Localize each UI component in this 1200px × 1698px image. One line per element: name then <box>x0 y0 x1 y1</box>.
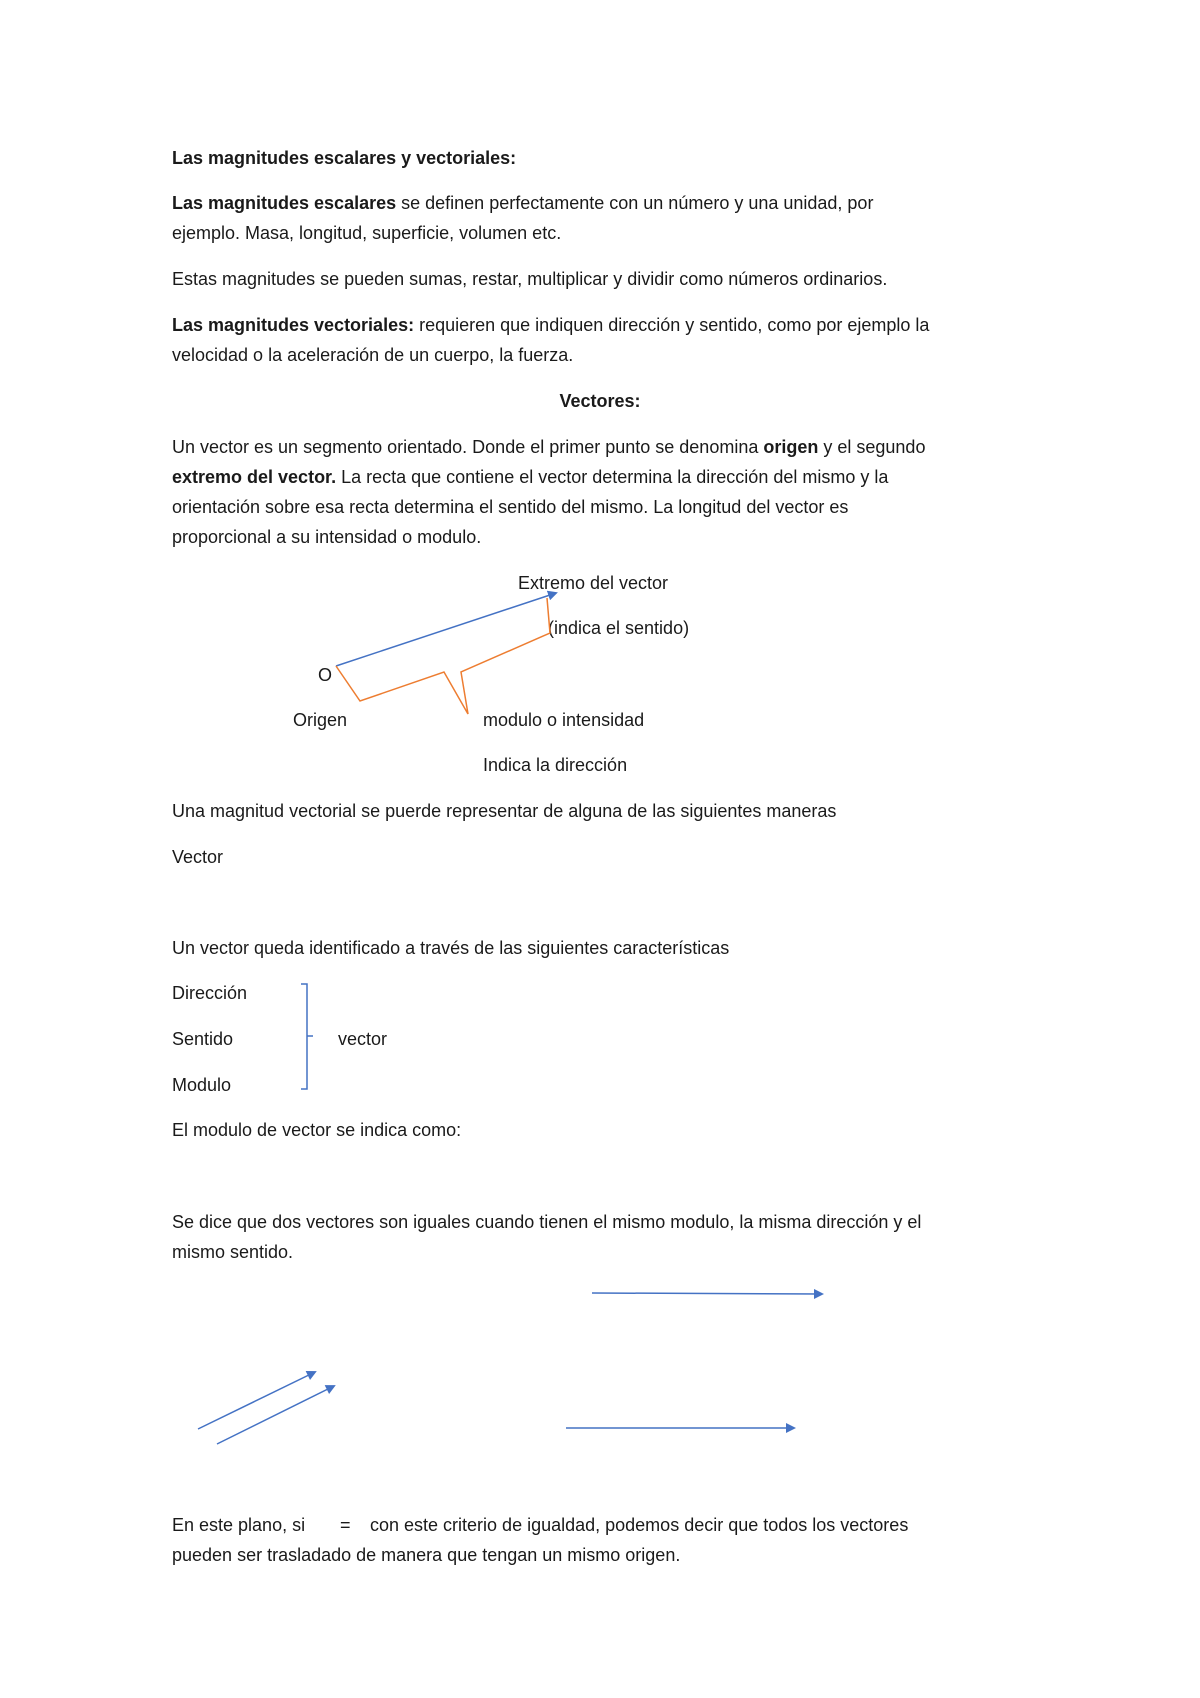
label-modulo: modulo o intensidad <box>483 710 645 730</box>
list-item-sentido: Sentido <box>172 1029 234 1049</box>
paragraph-operaciones: Estas magnitudes se pueden sumas, restar, multiplicar y dividir como números ordinarios. <box>172 269 888 289</box>
escalares-term: Las magnitudes escalares <box>172 193 397 213</box>
list-item-modulo: Modulo <box>172 1075 232 1095</box>
label-sentido: (indica el sentido) <box>548 618 690 638</box>
paragraph-igualdad-line1: Se dice que dos vectores son iguales cuando tienen el mismo modulo, la misma dirección y el <box>172 1212 922 1232</box>
paragraph-vector-line3: orientación sobre esa recta determina el sentido del mismo. La longitud del vector es <box>172 497 849 517</box>
paragraph-vectoriales-line2: velocidad o la aceleración de un cuerpo, la fuerza. <box>172 345 574 365</box>
label-extremo: Extremo del vector <box>518 573 669 593</box>
paragraph-igualdad-line2: mismo sentido. <box>172 1242 294 1262</box>
paragraph-modulo-notacion: El modulo de vector se indica como: <box>172 1120 462 1140</box>
list-label-vector: vector <box>338 1029 388 1049</box>
main-vector-arrow <box>336 593 556 666</box>
vector-definition-a: Un vector es un segmento orientado. Donde el primer punto se denomina <box>172 437 764 457</box>
list-item-direccion: Dirección <box>172 983 248 1003</box>
example-vector-diagonal-2 <box>217 1386 334 1444</box>
escalares-definition: se definen perfectamente con un número y una unidad, por <box>396 193 874 213</box>
origen-term: origen <box>763 437 819 457</box>
vectores-heading: Vectores: <box>559 391 641 411</box>
paragraph-vector-word: Vector <box>172 847 224 867</box>
paragraph-plano-line2: pueden ser trasladado de manera que tengan un mismo origen. <box>172 1545 681 1565</box>
heading: Las magnitudes escalares y vectoriales: <box>172 148 517 168</box>
paragraph-escalares-line2: ejemplo. Masa, longitud, superficie, volumen etc. <box>172 223 562 243</box>
paragraph-caracteristicas: Un vector queda identificado a través de las siguientes características <box>172 938 730 958</box>
vector-definition-b: y el segundo <box>818 437 926 457</box>
paragraph-vector-line4: proporcional a su intensidad o modulo. <box>172 527 482 547</box>
list-bracket <box>301 984 313 1089</box>
label-o: O <box>318 665 333 685</box>
label-direccion: Indica la dirección <box>483 755 628 775</box>
extremo-term: extremo del vector. <box>172 467 337 487</box>
example-vector-top-right <box>592 1293 822 1294</box>
label-origen: Origen <box>293 710 348 730</box>
vectoriales-definition: requieren que indiquen dirección y sentido, como por ejemplo la <box>414 315 930 335</box>
vectoriales-term: Las magnitudes vectoriales: <box>172 315 415 335</box>
paragraph-plano-line1a: En este plano, si <box>172 1515 306 1535</box>
example-vector-diagonal-1 <box>198 1372 315 1429</box>
paragraph-representacion: Una magnitud vectorial se puerde representar de alguna de las siguientes maneras <box>172 801 837 821</box>
vector-definition-c: La recta que contiene el vector determina la dirección del mismo y la <box>336 467 889 487</box>
paragraph-plano-line1b: con este criterio de igualdad, podemos decir que todos los vectores <box>370 1515 909 1535</box>
paragraph-plano-equals: = <box>340 1515 351 1535</box>
